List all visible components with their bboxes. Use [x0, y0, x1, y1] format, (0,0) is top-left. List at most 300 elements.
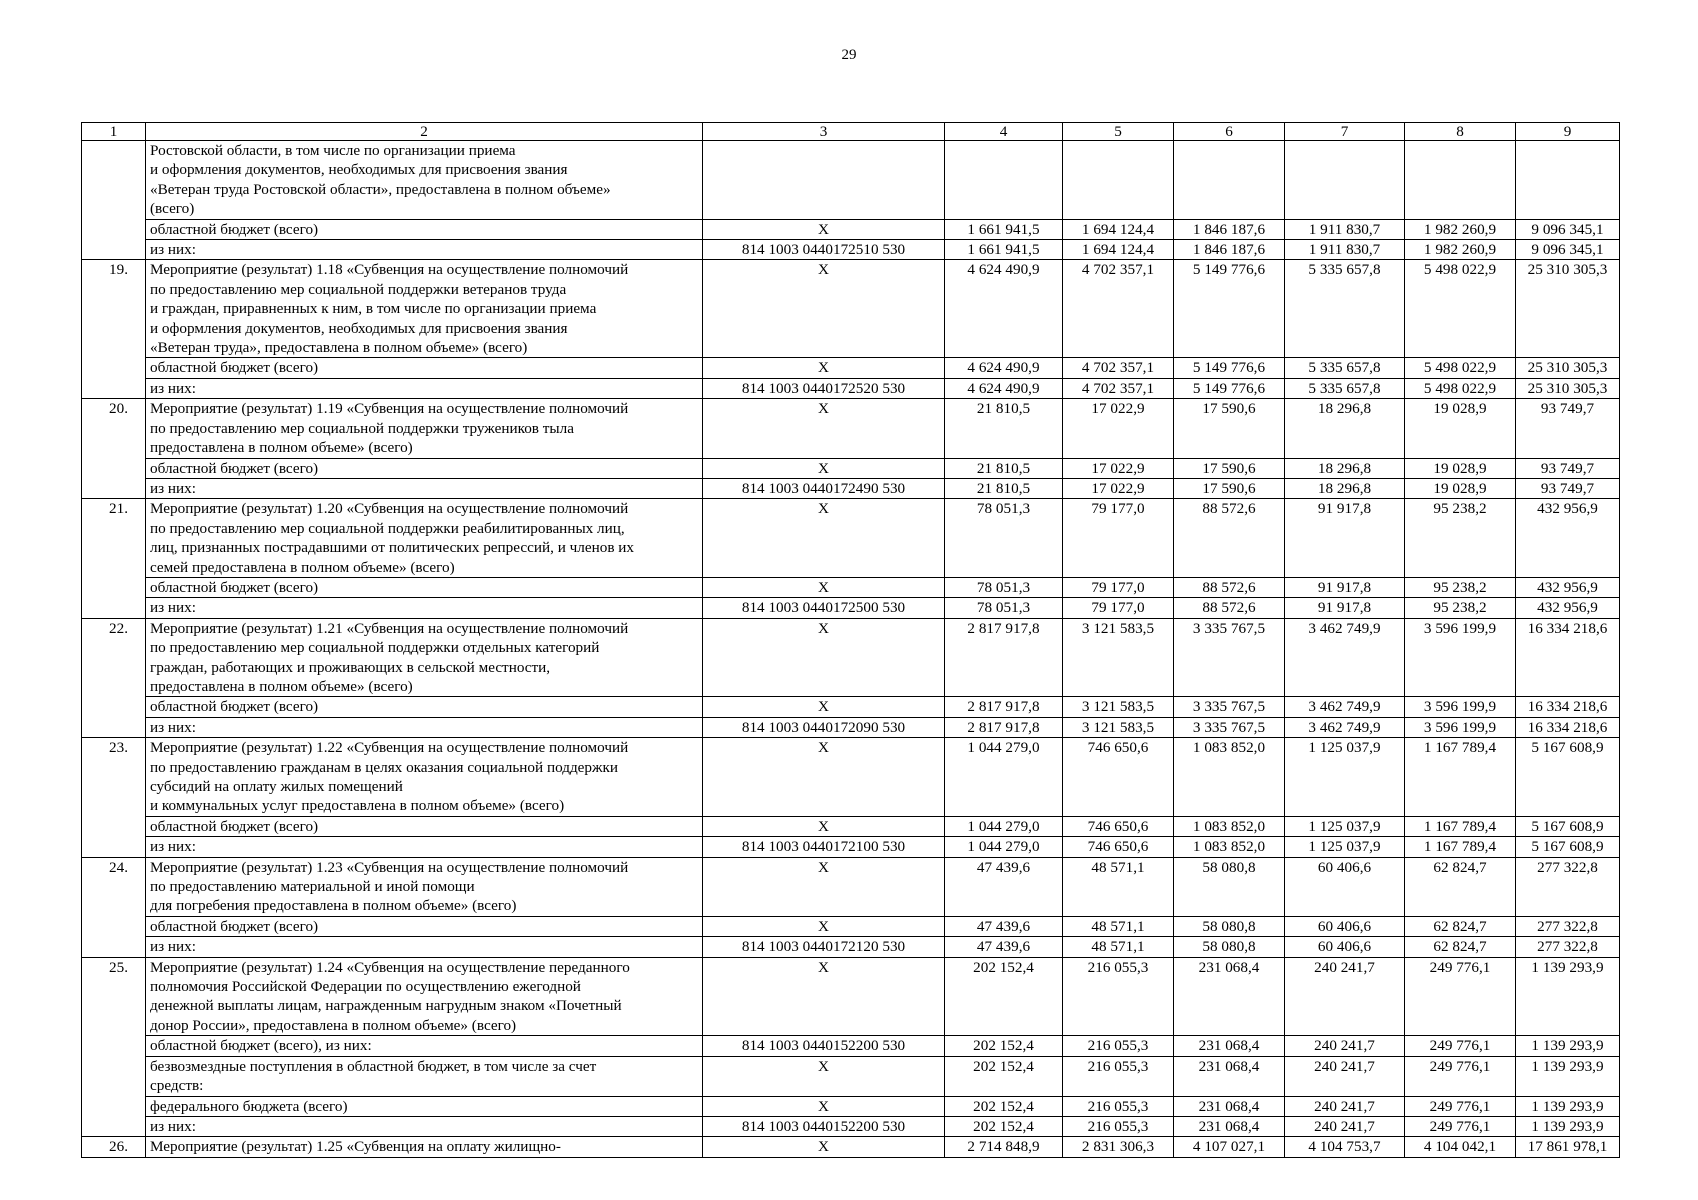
description-line: субсидий на оплату жилых помещений: [150, 778, 403, 795]
year-value: 240 241,7: [1285, 1116, 1405, 1136]
year-value: 1 044 279,0: [945, 816, 1063, 836]
budget-code: 814 1003 0440172520 530: [703, 378, 945, 398]
year-value: 58 080,8: [1174, 857, 1285, 916]
year-value: 4 624 490,9: [945, 260, 1063, 358]
description-line: «Ветеран труда Ростовской области», предоставлена в полном объеме»: [150, 180, 611, 198]
year-value: 5 149 776,6: [1174, 358, 1285, 378]
year-value: 240 241,7: [1285, 1096, 1405, 1116]
year-value: 4 702 357,1: [1063, 378, 1174, 398]
table-row: [82, 260, 1620, 358]
year-value: [1516, 141, 1620, 220]
table-row: [82, 499, 1620, 578]
table-row: [82, 957, 1620, 1036]
year-value: 4 104 042,1: [1405, 1137, 1516, 1157]
year-value: 18 296,8: [1285, 399, 1405, 458]
year-value: 95 238,2: [1405, 598, 1516, 618]
year-value: 21 810,5: [945, 478, 1063, 498]
year-value: 3 335 767,5: [1174, 697, 1285, 717]
year-value: 5 167 608,9: [1516, 816, 1620, 836]
year-value: 93 749,7: [1516, 458, 1620, 478]
year-value: 19 028,9: [1405, 478, 1516, 498]
description-line: средств:: [150, 1077, 204, 1095]
year-value: [1405, 141, 1516, 220]
year-value: 3 335 767,5: [1174, 717, 1285, 737]
year-value: 17 590,6: [1174, 399, 1285, 458]
table-row: [82, 1036, 1620, 1056]
budget-code: 814 1003 0440152200 530: [703, 1116, 945, 1136]
budget-code: Х: [703, 458, 945, 478]
description-line: семей предоставлена в полном объеме» (всего): [150, 558, 455, 576]
table-row: [82, 937, 1620, 957]
row-description: [146, 577, 703, 597]
year-value: 25 310 305,3: [1516, 260, 1620, 358]
year-value: 18 296,8: [1285, 478, 1405, 498]
year-value: 3 121 583,5: [1063, 697, 1174, 717]
budget-code: Х: [703, 816, 945, 836]
year-value: 249 776,1: [1405, 1116, 1516, 1136]
year-value: 1 083 852,0: [1174, 738, 1285, 817]
year-value: 5 498 022,9: [1405, 260, 1516, 358]
year-value: 1 125 037,9: [1285, 738, 1405, 817]
year-value: 1 125 037,9: [1285, 837, 1405, 857]
year-value: 3 335 767,5: [1174, 618, 1285, 697]
table-row: [82, 618, 1620, 697]
description-line: областной бюджет (всего): [150, 817, 319, 835]
description-line: Мероприятие (результат) 1.24 «Субвенция на осуществление переданного: [150, 958, 630, 976]
year-value: 231 068,4: [1174, 957, 1285, 1036]
year-value: 9 096 345,1: [1516, 219, 1620, 239]
year-value: 4 624 490,9: [945, 378, 1063, 398]
row-description: [146, 816, 703, 836]
table-row: [82, 478, 1620, 498]
year-value: 16 334 218,6: [1516, 697, 1620, 717]
year-value: 88 572,6: [1174, 598, 1285, 618]
year-value: 4 702 357,1: [1063, 260, 1174, 358]
column-header: 3: [703, 123, 945, 141]
year-value: 202 152,4: [945, 1036, 1063, 1056]
year-value: 746 650,6: [1063, 816, 1174, 836]
row-description: [146, 1137, 703, 1157]
year-value: 746 650,6: [1063, 738, 1174, 817]
year-value: 93 749,7: [1516, 478, 1620, 498]
row-description: [146, 240, 703, 260]
year-value: 3 462 749,9: [1285, 697, 1405, 717]
budget-code: Х: [703, 1137, 945, 1157]
year-value: 240 241,7: [1285, 1036, 1405, 1056]
budget-code: 814 1003 0440172120 530: [703, 937, 945, 957]
year-value: 62 824,7: [1405, 937, 1516, 957]
year-value: 1 083 852,0: [1174, 816, 1285, 836]
year-value: 60 406,6: [1285, 937, 1405, 957]
year-value: 2 817 917,8: [945, 697, 1063, 717]
description-line: из них:: [150, 718, 196, 736]
table-body: [82, 123, 1620, 1158]
year-value: 3 596 199,9: [1405, 697, 1516, 717]
year-value: 78 051,3: [945, 499, 1063, 578]
year-value: [1285, 141, 1405, 220]
year-value: 5 498 022,9: [1405, 378, 1516, 398]
row-description: [146, 618, 703, 697]
description-line: предоставлена в полном объеме» (всего): [150, 677, 413, 695]
description-line: из них:: [150, 838, 196, 856]
year-value: 249 776,1: [1405, 1056, 1516, 1096]
year-value: 1 167 789,4: [1405, 837, 1516, 857]
year-value: 17 590,6: [1174, 478, 1285, 498]
description-line: донор России», предоставлена в полном объеме» (всего): [150, 1016, 517, 1034]
year-value: 3 121 583,5: [1063, 717, 1174, 737]
year-value: 240 241,7: [1285, 1056, 1405, 1096]
description-line: из них:: [150, 241, 196, 259]
year-value: 249 776,1: [1405, 957, 1516, 1036]
table-row: [82, 577, 1620, 597]
row-number: 24.: [82, 857, 146, 957]
year-value: 58 080,8: [1174, 916, 1285, 936]
year-value: 21 810,5: [945, 458, 1063, 478]
year-value: 202 152,4: [945, 1096, 1063, 1116]
year-value: 1 167 789,4: [1405, 816, 1516, 836]
budget-code: Х: [703, 219, 945, 239]
description-line: из них:: [150, 599, 196, 617]
column-header: 2: [146, 123, 703, 141]
description-line: полномочия Российской Федерации по осуществлению ежегодной: [150, 978, 581, 996]
year-value: 4 702 357,1: [1063, 358, 1174, 378]
year-value: 48 571,1: [1063, 857, 1174, 916]
year-value: 277 322,8: [1516, 857, 1620, 916]
description-line: областной бюджет (всего): [150, 220, 319, 238]
description-line: из них:: [150, 379, 196, 397]
year-value: 25 310 305,3: [1516, 358, 1620, 378]
description-line: по предоставлению мер социальной поддержки реабилитированных лиц,: [150, 519, 625, 537]
row-description: [146, 717, 703, 737]
year-value: 1 139 293,9: [1516, 1056, 1620, 1096]
row-description: [146, 1096, 703, 1116]
year-value: 1 139 293,9: [1516, 1096, 1620, 1116]
row-description: [146, 499, 703, 578]
description-line: безвозмездные поступления в областной бюджет, в том числе за счет: [150, 1057, 597, 1075]
year-value: 3 596 199,9: [1405, 717, 1516, 737]
row-description: [146, 478, 703, 498]
row-description: [146, 937, 703, 957]
year-value: 78 051,3: [945, 598, 1063, 618]
row-description: [146, 141, 703, 220]
description-line: Мероприятие (результат) 1.19 «Субвенция на осуществление полномочий: [150, 400, 629, 418]
year-value: 249 776,1: [1405, 1036, 1516, 1056]
description-line: Мероприятие (результат) 1.20 «Субвенция на осуществление полномочий: [150, 500, 629, 518]
description-line: (всего): [150, 200, 195, 218]
row-number: 21.: [82, 499, 146, 618]
budget-code: 814 1003 0440152200 530: [703, 1036, 945, 1056]
budget-code: Х: [703, 1056, 945, 1096]
year-value: 1 125 037,9: [1285, 816, 1405, 836]
column-header: 5: [1063, 123, 1174, 141]
year-value: 79 177,0: [1063, 499, 1174, 578]
row-description: [146, 916, 703, 936]
description-line: Ростовской области, в том числе по организации приема: [150, 142, 516, 159]
year-value: 249 776,1: [1405, 1096, 1516, 1116]
year-value: 240 241,7: [1285, 957, 1405, 1036]
year-value: 1 694 124,4: [1063, 240, 1174, 260]
year-value: 2 831 306,3: [1063, 1137, 1174, 1157]
table-row: [82, 857, 1620, 916]
table-row: [82, 240, 1620, 260]
row-description: [146, 697, 703, 717]
year-value: 5 149 776,6: [1174, 378, 1285, 398]
budget-code: Х: [703, 857, 945, 916]
description-line: из них:: [150, 479, 196, 497]
year-value: 1 139 293,9: [1516, 1036, 1620, 1056]
year-value: 2 817 917,8: [945, 717, 1063, 737]
year-value: 2 817 917,8: [945, 618, 1063, 697]
row-description: [146, 598, 703, 618]
year-value: 1 846 187,6: [1174, 240, 1285, 260]
budget-code: Х: [703, 618, 945, 697]
description-line: лиц, признанных пострадавшими от политических репрессий, и членов их: [150, 539, 635, 557]
description-line: Мероприятие (результат) 1.18 «Субвенция на осуществление полномочий: [150, 261, 629, 279]
year-value: 1 911 830,7: [1285, 240, 1405, 260]
row-number: 26.: [82, 1137, 146, 1157]
year-value: 3 462 749,9: [1285, 618, 1405, 697]
year-value: [945, 141, 1063, 220]
year-value: 17 022,9: [1063, 399, 1174, 458]
year-value: 1 661 941,5: [945, 240, 1063, 260]
budget-code: Х: [703, 738, 945, 817]
year-value: 216 055,3: [1063, 1116, 1174, 1136]
year-value: 1 846 187,6: [1174, 219, 1285, 239]
description-line: Мероприятие (результат) 1.22 «Субвенция на осуществление полномочий: [150, 739, 629, 757]
year-value: 3 462 749,9: [1285, 717, 1405, 737]
description-line: из них:: [150, 1117, 196, 1135]
year-value: 1 083 852,0: [1174, 837, 1285, 857]
year-value: 231 068,4: [1174, 1116, 1285, 1136]
year-value: 231 068,4: [1174, 1056, 1285, 1096]
year-value: 48 571,1: [1063, 916, 1174, 936]
budget-code: 814 1003 0440172100 530: [703, 837, 945, 857]
description-line: Мероприятие (результат) 1.23 «Субвенция на осуществление полномочий: [150, 858, 629, 876]
year-value: 18 296,8: [1285, 458, 1405, 478]
budget-code: 814 1003 0440172490 530: [703, 478, 945, 498]
year-value: 216 055,3: [1063, 1056, 1174, 1096]
table-row: [82, 1096, 1620, 1116]
column-header: 9: [1516, 123, 1620, 141]
year-value: 1 911 830,7: [1285, 219, 1405, 239]
description-line: областной бюджет (всего): [150, 698, 319, 716]
year-value: 1 694 124,4: [1063, 219, 1174, 239]
year-value: [1063, 141, 1174, 220]
year-value: 1 661 941,5: [945, 219, 1063, 239]
budget-code: Х: [703, 957, 945, 1036]
year-value: 47 439,6: [945, 937, 1063, 957]
year-value: 231 068,4: [1174, 1036, 1285, 1056]
table-row: [82, 717, 1620, 737]
row-description: [146, 219, 703, 239]
year-value: 47 439,6: [945, 916, 1063, 936]
year-value: 1 982 260,9: [1405, 219, 1516, 239]
row-description: [146, 957, 703, 1036]
year-value: 62 824,7: [1405, 857, 1516, 916]
column-header: 1: [82, 123, 146, 141]
row-description: [146, 837, 703, 857]
year-value: 1 139 293,9: [1516, 957, 1620, 1036]
description-line: и оформления документов, необходимых для присвоения звания: [150, 161, 568, 179]
year-value: 5 149 776,6: [1174, 260, 1285, 358]
budget-code: Х: [703, 577, 945, 597]
year-value: 1 139 293,9: [1516, 1116, 1620, 1136]
description-line: из них:: [150, 938, 196, 956]
year-value: 231 068,4: [1174, 1096, 1285, 1116]
table-row: [82, 378, 1620, 398]
budget-code: Х: [703, 499, 945, 578]
year-value: 16 334 218,6: [1516, 618, 1620, 697]
year-value: 1 044 279,0: [945, 837, 1063, 857]
description-line: и коммунальных услуг предоставлена в полном объеме» (всего): [150, 797, 565, 815]
description-line: и граждан, приравненных к ним, в том числе по организации приема: [150, 300, 597, 318]
year-value: 2 714 848,9: [945, 1137, 1063, 1157]
table-row: [82, 598, 1620, 618]
row-number: 19.: [82, 260, 146, 399]
budget-table: [81, 122, 1620, 1158]
year-value: 5 335 657,8: [1285, 378, 1405, 398]
row-description: [146, 857, 703, 916]
description-line: областной бюджет (всего): [150, 459, 319, 477]
year-value: 79 177,0: [1063, 598, 1174, 618]
year-value: 95 238,2: [1405, 499, 1516, 578]
year-value: 16 334 218,6: [1516, 717, 1620, 737]
year-value: 202 152,4: [945, 1056, 1063, 1096]
row-number: 20.: [82, 399, 146, 499]
table-row: [82, 358, 1620, 378]
year-value: 95 238,2: [1405, 577, 1516, 597]
year-value: 5 167 608,9: [1516, 837, 1620, 857]
year-value: 277 322,8: [1516, 937, 1620, 957]
year-value: 1 167 789,4: [1405, 738, 1516, 817]
year-value: 48 571,1: [1063, 937, 1174, 957]
description-line: областной бюджет (всего), из них:: [150, 1037, 372, 1055]
table-row: [82, 916, 1620, 936]
year-value: 1 044 279,0: [945, 738, 1063, 817]
year-value: 9 096 345,1: [1516, 240, 1620, 260]
year-value: 5 498 022,9: [1405, 358, 1516, 378]
description-line: по предоставлению гражданам в целях оказания социальной поддержки: [150, 758, 619, 776]
column-header: 8: [1405, 123, 1516, 141]
year-value: 432 956,9: [1516, 598, 1620, 618]
year-value: 91 917,8: [1285, 577, 1405, 597]
budget-code: 814 1003 0440172500 530: [703, 598, 945, 618]
year-value: 47 439,6: [945, 857, 1063, 916]
budget-code: Х: [703, 260, 945, 358]
year-value: 78 051,3: [945, 577, 1063, 597]
description-line: и оформления документов, необходимых для присвоения звания: [150, 319, 568, 337]
year-value: 58 080,8: [1174, 937, 1285, 957]
row-description: [146, 458, 703, 478]
year-value: 746 650,6: [1063, 837, 1174, 857]
row-description: [146, 399, 703, 458]
budget-code: 814 1003 0440172510 530: [703, 240, 945, 260]
page-number: 29: [841, 47, 857, 63]
year-value: 5 167 608,9: [1516, 738, 1620, 817]
year-value: 21 810,5: [945, 399, 1063, 458]
year-value: 216 055,3: [1063, 1036, 1174, 1056]
year-value: 4 624 490,9: [945, 358, 1063, 378]
year-value: 60 406,6: [1285, 916, 1405, 936]
year-value: 17 022,9: [1063, 458, 1174, 478]
table-row: [82, 219, 1620, 239]
row-description: [146, 260, 703, 358]
year-value: 5 335 657,8: [1285, 358, 1405, 378]
description-line: областной бюджет (всего): [150, 359, 319, 377]
table-row: [82, 1137, 1620, 1157]
row-description: [146, 738, 703, 817]
budget-code: Х: [703, 399, 945, 458]
year-value: 91 917,8: [1285, 499, 1405, 578]
row-description: [146, 378, 703, 398]
year-value: 3 121 583,5: [1063, 618, 1174, 697]
column-header: 4: [945, 123, 1063, 141]
table-row: [82, 697, 1620, 717]
year-value: 3 596 199,9: [1405, 618, 1516, 697]
year-value: 432 956,9: [1516, 499, 1620, 578]
year-value: 1 982 260,9: [1405, 240, 1516, 260]
description-line: «Ветеран труда», предоставлена в полном объеме» (всего): [150, 339, 528, 357]
year-value: 19 028,9: [1405, 399, 1516, 458]
column-header-row: [82, 123, 1620, 141]
year-value: 202 152,4: [945, 957, 1063, 1036]
row-description: [146, 1116, 703, 1136]
table-row: [82, 1116, 1620, 1136]
row-description: [146, 1056, 703, 1096]
year-value: 277 322,8: [1516, 916, 1620, 936]
row-number: 22.: [82, 618, 146, 737]
year-value: 5 335 657,8: [1285, 260, 1405, 358]
year-value: 60 406,6: [1285, 857, 1405, 916]
table-row: [82, 816, 1620, 836]
year-value: 25 310 305,3: [1516, 378, 1620, 398]
year-value: 19 028,9: [1405, 458, 1516, 478]
row-number: [82, 141, 146, 260]
table-row: [82, 837, 1620, 857]
description-line: граждан, работающих и проживающих в сельской местности,: [150, 658, 551, 676]
table-row: [82, 399, 1620, 458]
year-value: 216 055,3: [1063, 957, 1174, 1036]
description-line: Мероприятие (результат) 1.21 «Субвенция на осуществление полномочий: [150, 619, 629, 637]
description-line: денежной выплаты лицам, награжденным нагрудным знаком «Почетный: [150, 997, 622, 1015]
description-line: по предоставлению мер социальной поддержки отдельных категорий: [150, 639, 600, 657]
row-description: [146, 358, 703, 378]
row-number: 23.: [82, 738, 146, 857]
budget-code: 814 1003 0440172090 530: [703, 717, 945, 737]
table-row: [82, 738, 1620, 817]
table-row: [82, 1056, 1620, 1096]
budget-code: [703, 141, 945, 220]
table-row: [82, 141, 1620, 220]
description-line: федерального бюджета (всего): [150, 1097, 348, 1115]
budget-code: Х: [703, 916, 945, 936]
year-value: 88 572,6: [1174, 499, 1285, 578]
description-line: по предоставлению мер социальной поддержки тружеников тыла: [150, 419, 574, 437]
column-header: 6: [1174, 123, 1285, 141]
year-value: 216 055,3: [1063, 1096, 1174, 1116]
budget-code: Х: [703, 358, 945, 378]
year-value: 432 956,9: [1516, 577, 1620, 597]
year-value: 17 590,6: [1174, 458, 1285, 478]
row-description: [146, 1036, 703, 1056]
year-value: 93 749,7: [1516, 399, 1620, 458]
description-line: Мероприятие (результат) 1.25 «Субвенция на оплату жилищно-: [150, 1138, 561, 1156]
year-value: 17 861 978,1: [1516, 1137, 1620, 1157]
description-line: для погребения предоставлена в полном объеме» (всего): [150, 897, 517, 915]
year-value: 79 177,0: [1063, 577, 1174, 597]
year-value: 17 022,9: [1063, 478, 1174, 498]
description-line: областной бюджет (всего): [150, 578, 319, 596]
